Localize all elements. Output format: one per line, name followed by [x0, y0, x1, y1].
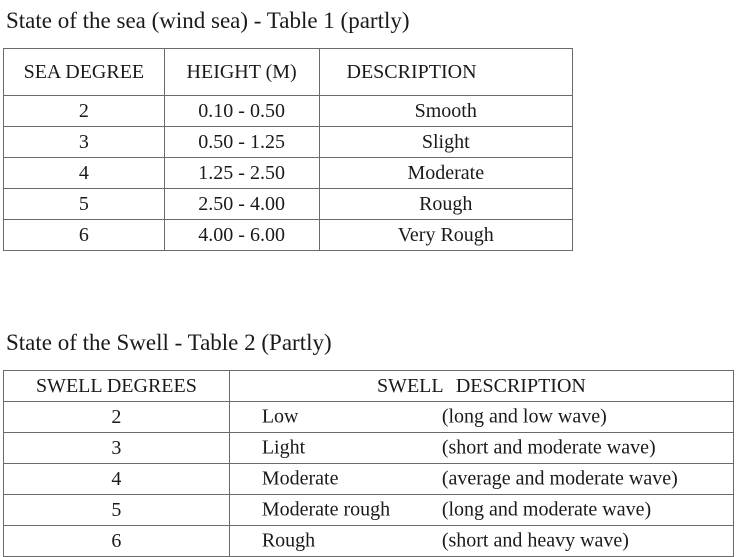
table-row [4, 158, 573, 189]
description-cell: Rough [319, 189, 572, 220]
table1-heading: State of the sea (wind sea) - Table 1 (partly) [6, 8, 410, 33]
sea-state-table [3, 48, 573, 251]
table-header-row [4, 371, 734, 402]
table-row [4, 127, 573, 158]
swell-description-cell [229, 464, 733, 495]
swell-description-cell [229, 433, 733, 464]
swell-name: Light [261, 436, 306, 459]
table-row [4, 96, 573, 127]
height-cell: 4.00 - 6.00 [164, 220, 319, 251]
swell-detail: (short and moderate wave) [441, 436, 656, 459]
sea-degree-cell: 2 [4, 96, 165, 127]
swell-detail: (long and moderate wave) [441, 498, 652, 521]
swell-detail: (short and heavy wave) [441, 529, 629, 552]
sea-degree-cell: 6 [4, 220, 165, 251]
sea-degree-cell: 4 [4, 158, 165, 189]
swell-description-cell [229, 402, 733, 433]
swell-name: Low [261, 405, 299, 428]
swell-state-table [3, 370, 734, 557]
table-row [4, 220, 573, 251]
column-header-description: DESCRIPTION [319, 49, 572, 96]
sea-degree-cell: 5 [4, 189, 165, 220]
swell-degree-cell: 2 [4, 402, 230, 433]
table-row [4, 189, 573, 220]
swell-name: Moderate rough [261, 498, 391, 521]
table-row [4, 495, 734, 526]
description-cell: Smooth [319, 96, 572, 127]
column-header-height: HEIGHT (M) [164, 49, 319, 96]
description-cell: Slight [319, 127, 572, 158]
swell-name: Rough [261, 529, 316, 552]
height-cell: 0.10 - 0.50 [164, 96, 319, 127]
column-header-sea-degree: SEA DEGREE [4, 49, 165, 96]
swell-detail: (average and moderate wave) [441, 467, 678, 490]
height-cell: 1.25 - 2.50 [164, 158, 319, 189]
table-row [4, 433, 734, 464]
swell-degree-cell: 3 [4, 433, 230, 464]
swell-description-cell [229, 526, 733, 557]
description-cell: Moderate [319, 158, 572, 189]
swell-description-cell [229, 495, 733, 526]
swell-degree-cell: 5 [4, 495, 230, 526]
swell-degree-cell: 6 [4, 526, 230, 557]
height-cell: 2.50 - 4.00 [164, 189, 319, 220]
table-row [4, 526, 734, 557]
table-header-row [4, 49, 573, 96]
column-header-swell-degrees: SWELL DEGREES [4, 371, 230, 402]
column-header-swell-description: SWELL DESCRIPTION [229, 371, 733, 402]
sea-degree-cell: 3 [4, 127, 165, 158]
swell-detail: (long and low wave) [441, 405, 607, 428]
swell-name: Moderate [261, 467, 339, 490]
table-row [4, 464, 734, 495]
description-cell: Very Rough [319, 220, 572, 251]
height-cell: 0.50 - 1.25 [164, 127, 319, 158]
table2-heading: State of the Swell - Table 2 (Partly) [6, 330, 332, 355]
swell-degree-cell: 4 [4, 464, 230, 495]
table-row [4, 402, 734, 433]
